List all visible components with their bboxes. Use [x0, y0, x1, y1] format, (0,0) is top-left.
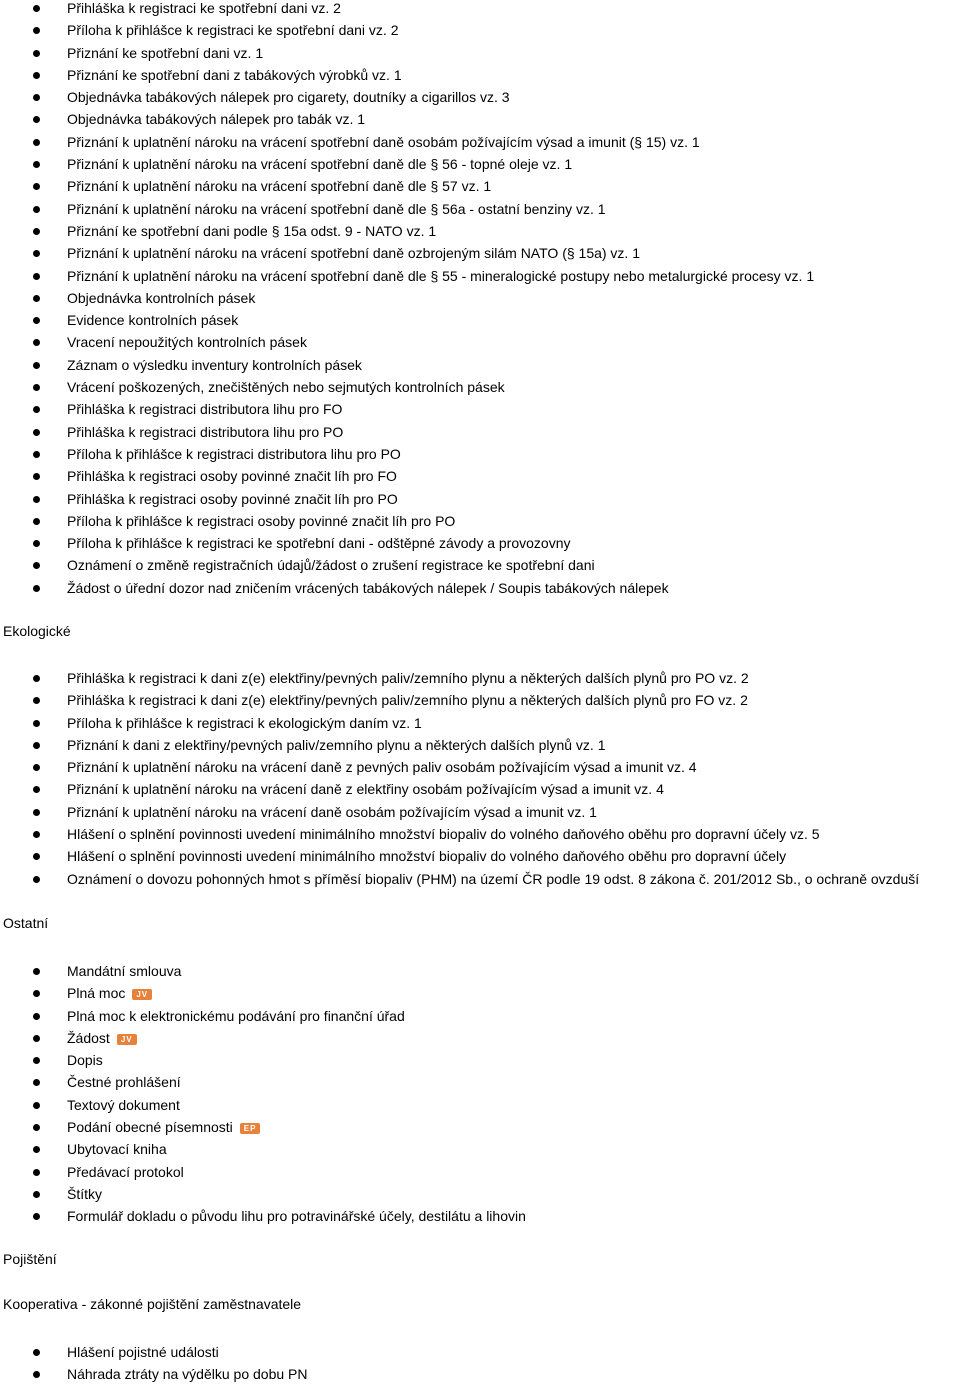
bullet-icon	[33, 27, 40, 34]
form-list-item[interactable]	[0, 19, 814, 41]
form-link-label[interactable]: Hlášení o splnění povinnosti uvedení minimálního množství biopaliv do volného daňového oběhu pro dopravní účely vz. 5	[67, 826, 820, 843]
form-list-item[interactable]	[0, 778, 919, 800]
form-list-item[interactable]	[0, 1116, 526, 1138]
form-list-item[interactable]	[0, 465, 814, 487]
form-link-label[interactable]: Oznámení o dovozu pohonných hmot s příměsí biopaliv (PHM) na území ČR podle 19 odst. 8 zákona č. 201/2012 Sb., o ochraně ovzduší	[67, 870, 920, 887]
form-link-label[interactable]: Přiznání k uplatnění nároku na vrácení daně z elektřiny osobám požívajícím výsad a imunit vz. 4	[67, 781, 664, 798]
form-list-item[interactable]	[0, 86, 814, 108]
form-list-item[interactable]	[0, 242, 814, 264]
form-link-label[interactable]: Přihláška k registraci k dani z(e) elektřiny/pevných paliv/zemního plynu a některých dalších plynů pro FO vz. 2	[67, 692, 748, 709]
bullet-icon	[33, 183, 40, 190]
form-list-item[interactable]	[0, 1027, 526, 1049]
form-list-item[interactable]	[0, 712, 919, 734]
form-link-label[interactable]: Formulář dokladu o původu lihu pro potravinářské účely, destilátu a lihovin	[67, 1208, 526, 1225]
form-list-item[interactable]	[0, 265, 814, 287]
form-link-label[interactable]: Přiznání k uplatnění nároku na vrácení spotřební daně dle § 55 - mineralogické postupy nebo metalurgické procesy vz. 1	[67, 267, 815, 284]
bullet-icon	[33, 1349, 40, 1356]
form-link-label[interactable]: Vracení nepoužitých kontrolních pásek	[67, 334, 307, 351]
bullet-icon	[33, 473, 40, 480]
bullet-icon	[33, 831, 40, 838]
section-heading-ostatni: Ostatní	[3, 915, 49, 931]
form-link-label[interactable]: Přihláška k registraci ke spotřební dani vz. 2	[67, 0, 341, 16]
form-link-label[interactable]: Ubytovací kniha	[67, 1141, 167, 1158]
form-list-item[interactable]	[0, 220, 814, 242]
form-list-item[interactable]	[0, 823, 919, 845]
form-link-label[interactable]: Přiznání k uplatnění nároku na vrácení spotřební daně osobám požívajícím výsad a imunit (§ 15) vz. 1	[67, 133, 700, 150]
bullet-icon	[33, 295, 40, 302]
form-link-label[interactable]: Přiznání ke spotřební dani z tabákových výrobků vz. 1	[67, 66, 402, 83]
bullet-icon	[33, 1079, 40, 1086]
bullet-icon	[33, 228, 40, 235]
form-link-label[interactable]: Přihláška k registraci k dani z(e) elektřiny/pevných paliv/zemního plynu a některých dalších plynů pro PO vz. 2	[67, 670, 749, 686]
bullet-icon	[33, 5, 40, 12]
bullet-icon	[33, 273, 40, 280]
form-link-label[interactable]: Přiznání k dani z elektřiny/pevných paliv/zemního plynu a některých dalších plynů vz. 1	[67, 736, 606, 753]
bullet-icon	[33, 116, 40, 123]
form-list-item[interactable]	[0, 131, 814, 153]
form-link-label[interactable]: Přihláška k registraci distributora lihu pro FO	[67, 401, 343, 418]
form-link-label[interactable]: Evidence kontrolních pásek	[67, 312, 239, 329]
form-list-item[interactable]	[0, 398, 814, 420]
form-list-item[interactable]	[0, 1138, 526, 1160]
form-list-item[interactable]	[0, 845, 919, 867]
form-link-label[interactable]: Náhrada ztráty na výdělku po dobu PN	[67, 1366, 308, 1383]
bullet-icon	[33, 1102, 40, 1109]
ostatni-form-list	[0, 960, 526, 1228]
pojisteni-form-list	[0, 1341, 307, 1386]
form-list-item[interactable]	[0, 153, 814, 175]
form-list-item[interactable]	[0, 667, 919, 689]
form-list-item[interactable]	[0, 443, 814, 465]
bullet-icon	[33, 139, 40, 146]
spotrebni-form-list	[0, 0, 814, 599]
form-link-label[interactable]: Příloha k přihlášce k registraci osoby povinné značit líh pro PO	[67, 512, 456, 529]
form-list-item[interactable]	[0, 801, 919, 823]
form-list-item[interactable]	[0, 354, 814, 376]
bullet-icon	[33, 161, 40, 168]
bullet-icon	[33, 786, 40, 793]
form-list-item[interactable]	[0, 1205, 526, 1227]
form-list-item[interactable]	[0, 510, 814, 532]
form-link-label[interactable]: Přihláška k registraci osoby povinné značit líh pro PO	[67, 490, 398, 507]
form-link-label[interactable]: Přihláška k registraci distributora lihu pro PO	[67, 423, 344, 440]
form-type-badge-icon[interactable]: JV	[117, 1034, 137, 1045]
form-list-item[interactable]	[0, 0, 814, 19]
form-link-label[interactable]: Příloha k přihlášce k registraci k ekologickým daním vz. 1	[67, 714, 422, 731]
form-list-item[interactable]	[0, 287, 814, 309]
form-link-label[interactable]: Hlášení o splnění povinnosti uvedení minimálního množství biopaliv do volného daňového oběhu pro dopravní účely	[67, 848, 787, 865]
bullet-icon	[33, 50, 40, 57]
section-heading-pojisteni: Pojištění	[3, 1251, 57, 1267]
bullet-icon	[33, 1169, 40, 1176]
form-list-item[interactable]	[0, 42, 814, 64]
form-link-label[interactable]: Přiznání k uplatnění nároku na vrácení spotřební daně dle § 56 - topné oleje vz. 1	[67, 156, 573, 173]
insurer-subheading: Kooperativa - zákonné pojištění zaměstnavatele	[3, 1296, 302, 1312]
bullet-icon	[33, 540, 40, 547]
form-list-item[interactable]	[0, 734, 919, 756]
form-list-item[interactable]	[0, 689, 919, 711]
form-link-label[interactable]: Oznámení o změně registračních údajů/žádost o zrušení registrace ke spotřební dani	[67, 557, 595, 574]
form-link-label[interactable]: Objednávka kontrolních pásek	[67, 289, 256, 306]
form-list-item[interactable]	[0, 108, 814, 130]
bullet-icon	[33, 876, 40, 883]
bullet-icon	[33, 562, 40, 569]
bullet-icon	[33, 585, 40, 592]
bullet-icon	[33, 1146, 40, 1153]
form-list-item[interactable]	[0, 756, 919, 778]
form-list-item[interactable]	[0, 1094, 526, 1116]
form-list-item[interactable]	[0, 331, 814, 353]
bullet-icon	[33, 1124, 40, 1131]
bullet-icon	[33, 206, 40, 213]
bullet-icon	[33, 496, 40, 503]
bullet-icon	[33, 362, 40, 369]
form-list-item[interactable]	[0, 1049, 526, 1071]
form-list-item[interactable]	[0, 868, 919, 890]
form-link-label[interactable]: Přihláška k registraci osoby povinné značit líh pro FO	[67, 468, 397, 485]
form-list-item[interactable]	[0, 1071, 526, 1093]
bullet-icon	[33, 853, 40, 860]
form-list-item[interactable]	[0, 1363, 307, 1385]
form-link-label[interactable]: Žádost	[67, 1029, 110, 1046]
bullet-icon	[33, 1035, 40, 1042]
bullet-icon	[33, 697, 40, 704]
form-type-badge-icon[interactable]: JV	[132, 989, 152, 1000]
form-list-item[interactable]	[0, 982, 526, 1004]
bullet-icon	[33, 317, 40, 324]
form-link-label[interactable]: Přiznání k uplatnění nároku na vrácení daně z pevných paliv osobám požívajícím výsad a imunit vz. 4	[67, 759, 697, 776]
bullet-icon	[33, 1371, 40, 1378]
form-link-label[interactable]: Štítky	[67, 1185, 103, 1202]
ekologicke-form-list	[0, 667, 919, 890]
form-link-label[interactable]: Předávací protokol	[67, 1163, 184, 1180]
form-list-item[interactable]	[0, 1341, 307, 1363]
form-link-label[interactable]: Přiznání k uplatnění nároku na vrácení spotřební daně dle § 57 vz. 1	[67, 178, 492, 195]
form-type-badge-icon[interactable]: EP	[240, 1123, 261, 1134]
bullet-icon	[33, 1191, 40, 1198]
bullet-icon	[33, 742, 40, 749]
bullet-icon	[33, 1057, 40, 1064]
form-list-item[interactable]	[0, 175, 814, 197]
bullet-icon	[33, 94, 40, 101]
bullet-icon	[33, 720, 40, 727]
form-link-label[interactable]: Žádost o úřední dozor nad zničením vrácených tabákových nálepek / Soupis tabákových nálepek	[67, 579, 669, 596]
form-list-item[interactable]	[0, 1183, 526, 1205]
form-list-item[interactable]	[0, 960, 526, 982]
form-link-label[interactable]: Přiznání k uplatnění nároku na vrácení spotřební daně ozbrojeným silám NATO (§ 15a) vz. 1	[67, 245, 641, 262]
form-link-label[interactable]: Objednávka tabákových nálepek pro tabák vz. 1	[67, 111, 366, 128]
form-list-item[interactable]	[0, 488, 814, 510]
form-link-label[interactable]: Dopis	[67, 1052, 103, 1069]
form-list-item[interactable]	[0, 577, 814, 599]
form-link-label[interactable]: Přiznání ke spotřební dani podle § 15a odst. 9 - NATO vz. 1	[67, 222, 437, 239]
form-list-item[interactable]	[0, 198, 814, 220]
form-link-label[interactable]: Mandátní smlouva	[67, 963, 182, 979]
form-list-item[interactable]	[0, 554, 814, 576]
bullet-icon	[33, 250, 40, 257]
form-list-item[interactable]	[0, 376, 814, 398]
bullet-icon	[33, 1213, 40, 1220]
form-list-item[interactable]	[0, 532, 814, 554]
bullet-icon	[33, 764, 40, 771]
bullet-icon	[33, 518, 40, 525]
form-list-item[interactable]	[0, 1005, 526, 1027]
form-link-label[interactable]: Přiznání k uplatnění nároku na vrácení daně osobám požívajícím výsad a imunit vz. 1	[67, 803, 597, 820]
bullet-icon	[33, 968, 40, 975]
form-link-label[interactable]: Příloha k přihlášce k registraci ke spotřební dani - odštěpné závody a provozovny	[67, 535, 571, 552]
form-list-item[interactable]	[0, 1161, 526, 1183]
form-link-label[interactable]: Vrácení poškozených, znečištěných nebo sejmutých kontrolních pásek	[67, 379, 505, 396]
form-link-label[interactable]: Plná moc	[67, 985, 126, 1002]
bullet-icon	[33, 809, 40, 816]
form-link-label[interactable]: Záznam o výsledku inventury kontrolních pásek	[67, 356, 362, 373]
form-link-label[interactable]: Čestné prohlášení	[67, 1074, 181, 1091]
bullet-icon	[33, 1013, 40, 1020]
bullet-icon	[33, 451, 40, 458]
form-link-label[interactable]: Textový dokument	[67, 1096, 180, 1113]
section-heading-ekologicke: Ekologické	[3, 623, 71, 639]
bullet-icon	[33, 990, 40, 997]
form-list-item[interactable]	[0, 64, 814, 86]
form-link-label[interactable]: Hlášení pojistné události	[67, 1344, 219, 1360]
bullet-icon	[33, 384, 40, 391]
form-link-label[interactable]: Příloha k přihlášce k registraci distributora lihu pro PO	[67, 445, 401, 462]
form-list-item[interactable]	[0, 309, 814, 331]
bullet-icon	[33, 339, 40, 346]
form-link-label[interactable]: Přiznání k uplatnění nároku na vrácení spotřební daně dle § 56a - ostatní benziny vz. 1	[67, 200, 606, 217]
form-link-label[interactable]: Přiznání ke spotřební dani vz. 1	[67, 44, 264, 61]
form-link-label[interactable]: Objednávka tabákových nálepek pro cigarety, doutníky a cigarillos vz. 3	[67, 89, 510, 106]
bullet-icon	[33, 72, 40, 79]
form-link-label[interactable]: Plná moc k elektronickému podávání pro finanční úřad	[67, 1007, 405, 1024]
form-list-item[interactable]	[0, 421, 814, 443]
form-link-label[interactable]: Podání obecné písemnosti	[67, 1119, 233, 1136]
bullet-icon	[33, 675, 40, 682]
bullet-icon	[33, 429, 40, 436]
bullet-icon	[33, 406, 40, 413]
form-link-label[interactable]: Příloha k přihlášce k registraci ke spotřební dani vz. 2	[67, 22, 399, 39]
